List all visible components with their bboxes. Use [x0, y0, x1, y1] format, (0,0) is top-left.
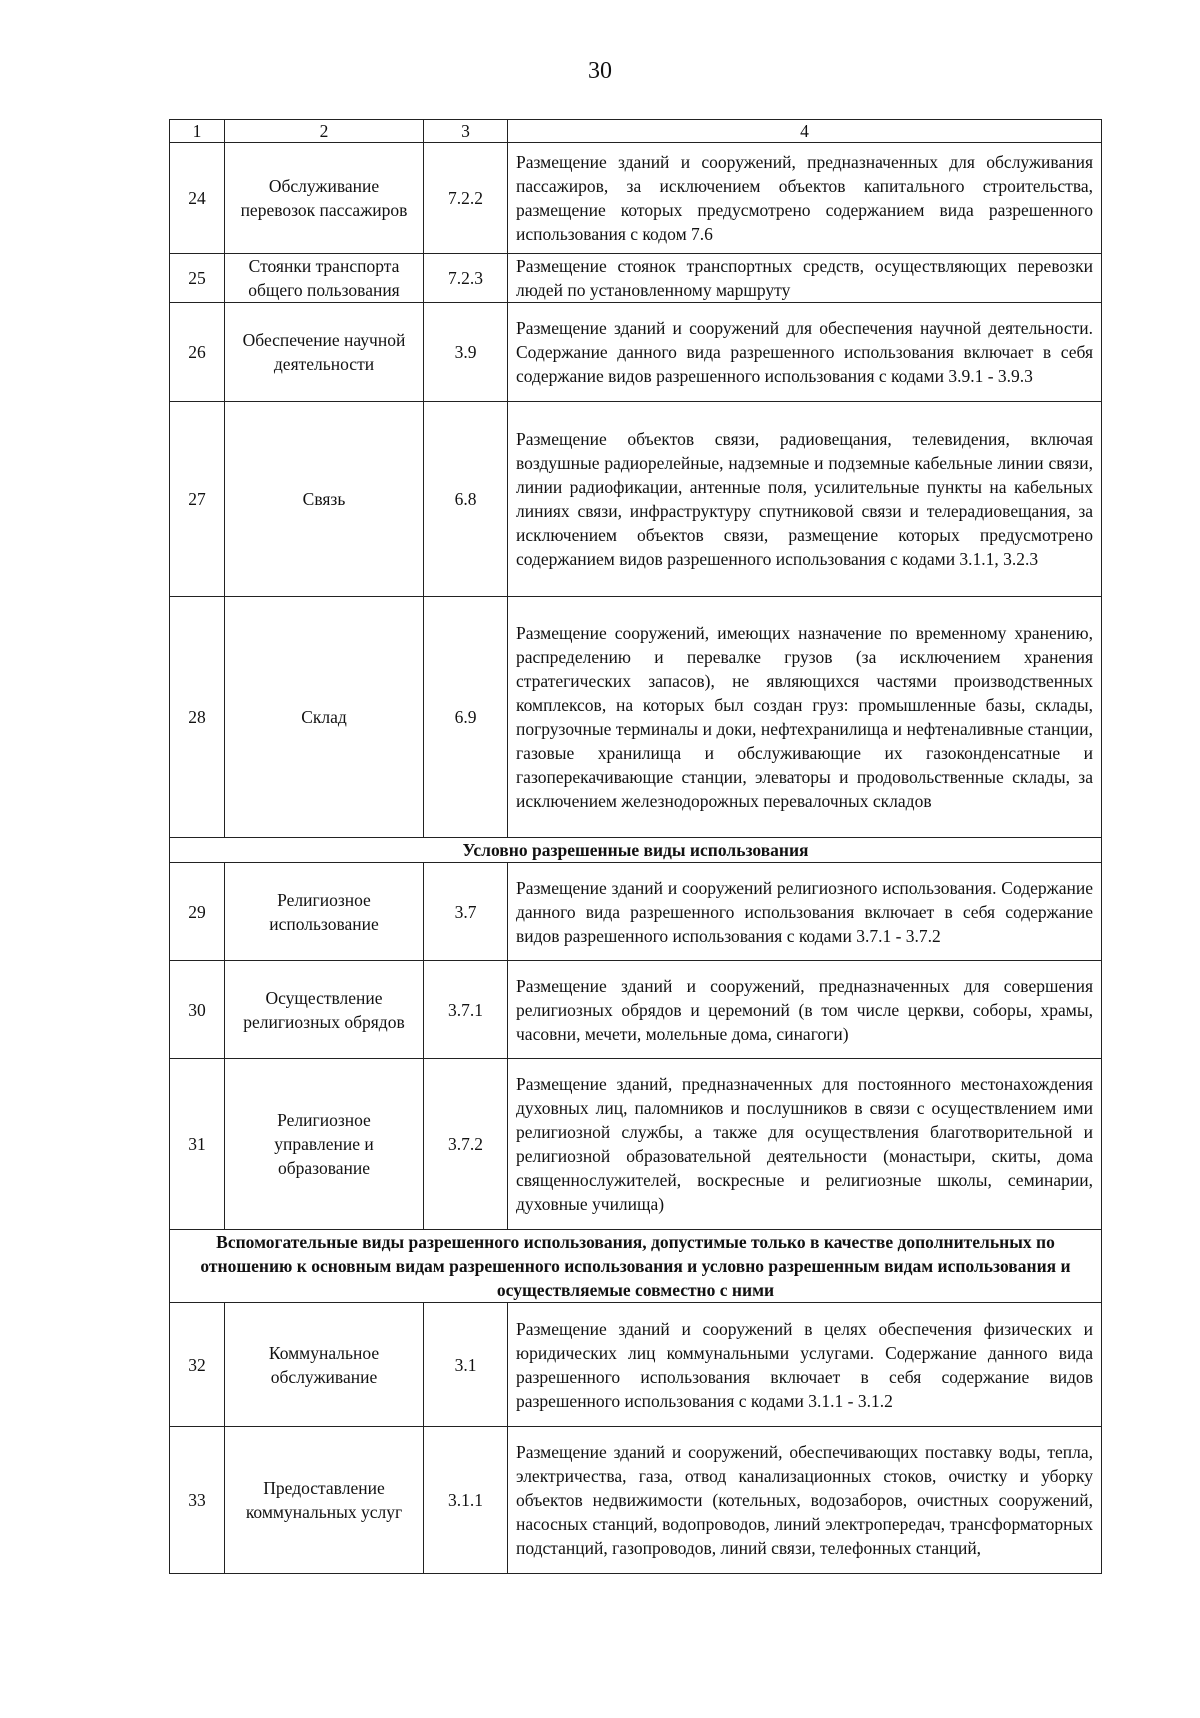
use-type-description: Размещение зданий, предназначенных для постоянного местонахождения духовных лиц, паломников и послушников в связи с осуществлением ими религиозной службы, а также для осуществления благотворительной и религиозной образовательной деятельности (монастыри, скиты, дома священнослужителей, воскресные и религиозные школы, семинарии, духовные училища) [508, 1059, 1102, 1230]
table-row [170, 143, 1102, 254]
column-header: 1 [170, 120, 225, 143]
section-heading-auxiliary: Вспомогательные виды разрешенного использования, допустимые только в качестве дополнительных по отношению к основным видам разрешенного использования и условно разрешенным видам использования и осуществляемые совместно с ними [170, 1230, 1102, 1303]
use-type-description: Размещение зданий и сооружений, предназначенных для совершения религиозных обрядов и церемоний (в том числе церкви, соборы, храмы, часовни, мечети, молельные дома, синагоги) [508, 961, 1102, 1059]
use-type-description: Размещение зданий и сооружений в целях обеспечения физических и юридических лиц коммунальными услугами. Содержание данного вида разрешенного использования включает в себя содержание видов разрешенного использования с кодами 3.1.1 - 3.1.2 [508, 1303, 1102, 1427]
use-type-code: 3.7.1 [424, 961, 508, 1059]
row-number: 25 [170, 254, 225, 303]
page-number: 30 [588, 58, 612, 84]
section-row [170, 1230, 1102, 1303]
table-row [170, 1059, 1102, 1230]
section-heading-conditional: Условно разрешенные виды использования [170, 838, 1102, 863]
use-type-name: Коммунальное обслуживание [225, 1303, 424, 1427]
table-row [170, 402, 1102, 597]
use-type-description: Размещение зданий и сооружений, обеспечивающих поставку воды, тепла, электричества, газа, отвод канализационных стоков, очистку и уборку объектов недвижимости (котельных, водозаборов, очистных сооружений, насосных станций, водопроводов, линий электропередач, трансформаторных подстанций, газопроводов, линий связи, телефонных станций, [508, 1427, 1102, 1574]
row-number: 32 [170, 1303, 225, 1427]
use-type-name: Обслуживание перевозок пассажиров [225, 143, 424, 254]
row-number: 27 [170, 402, 225, 597]
use-type-code: 3.1 [424, 1303, 508, 1427]
use-type-description: Размещение объектов связи, радиовещания, телевидения, включая воздушные радиорелейные, надземные и подземные кабельные линии связи, линии радиофикации, антенные поля, усилительные пункты на кабельных линиях связи, инфраструктуру спутниковой связи и телерадиовещания, за исключением объектов связи, размещение которых предусмотрено содержанием видов разрешенного использования с кодами 3.1.1, 3.2.3 [508, 402, 1102, 597]
row-number: 24 [170, 143, 225, 254]
use-type-description: Размещение сооружений, имеющих назначение по временному хранению, распределению и перевалке грузов (за исключением хранения стратегических запасов), не являющихся частями производственных комплексов, на которых был создан груз: промышленные базы, склады, погрузочные терминалы и доки, нефтехранилища и нефтеналивные станции, газовые хранилища и обслуживающие их газоконденсатные и газоперекачивающие станции, элеваторы и продовольственные склады, за исключением железнодорожных перевалочных складов [508, 597, 1102, 838]
use-type-code: 7.2.3 [424, 254, 508, 303]
use-type-description: Размещение зданий и сооружений религиозного использования. Содержание данного вида разрешенного использования включает в себя содержание видов разрешенного использования с кодами 3.7.1 - 3.7.2 [508, 863, 1102, 961]
table-row [170, 961, 1102, 1059]
table-row [170, 1303, 1102, 1427]
column-header: 2 [225, 120, 424, 143]
table-row [170, 863, 1102, 961]
land-use-table [169, 119, 1102, 1574]
use-type-name: Стоянки транспорта общего пользования [225, 254, 424, 303]
row-number: 28 [170, 597, 225, 838]
column-header: 3 [424, 120, 508, 143]
use-type-name: Осуществление религиозных обрядов [225, 961, 424, 1059]
table-row [170, 1427, 1102, 1574]
use-type-description: Размещение зданий и сооружений для обеспечения научной деятельности. Содержание данного вида разрешенного использования включает в себя содержание видов разрешенного использования с кодами 3.9.1 - 3.9.3 [508, 303, 1102, 402]
use-type-code: 3.9 [424, 303, 508, 402]
use-type-description: Размещение стоянок транспортных средств, осуществляющих перевозки людей по установленному маршруту [508, 254, 1102, 303]
table-row [170, 254, 1102, 303]
column-header: 4 [508, 120, 1102, 143]
table-row [170, 597, 1102, 838]
table-row [170, 303, 1102, 402]
use-type-code: 6.8 [424, 402, 508, 597]
use-type-code: 7.2.2 [424, 143, 508, 254]
use-type-code: 3.1.1 [424, 1427, 508, 1574]
use-type-name: Обеспечение научной деятельности [225, 303, 424, 402]
table-header-row [170, 120, 1102, 143]
section-row [170, 838, 1102, 863]
use-type-name: Предоставление коммунальных услуг [225, 1427, 424, 1574]
use-type-name: Религиозное использование [225, 863, 424, 961]
row-number: 26 [170, 303, 225, 402]
use-type-code: 6.9 [424, 597, 508, 838]
row-number: 30 [170, 961, 225, 1059]
use-type-code: 3.7 [424, 863, 508, 961]
use-type-code: 3.7.2 [424, 1059, 508, 1230]
use-type-name: Связь [225, 402, 424, 597]
use-type-name: Склад [225, 597, 424, 838]
use-type-name: Религиозное управление и образование [225, 1059, 424, 1230]
use-type-description: Размещение зданий и сооружений, предназначенных для обслуживания пассажиров, за исключением объектов капитального строительства, размещение которых предусмотрено содержанием вида разрешенного использования с кодом 7.6 [508, 143, 1102, 254]
row-number: 33 [170, 1427, 225, 1574]
row-number: 29 [170, 863, 225, 961]
row-number: 31 [170, 1059, 225, 1230]
